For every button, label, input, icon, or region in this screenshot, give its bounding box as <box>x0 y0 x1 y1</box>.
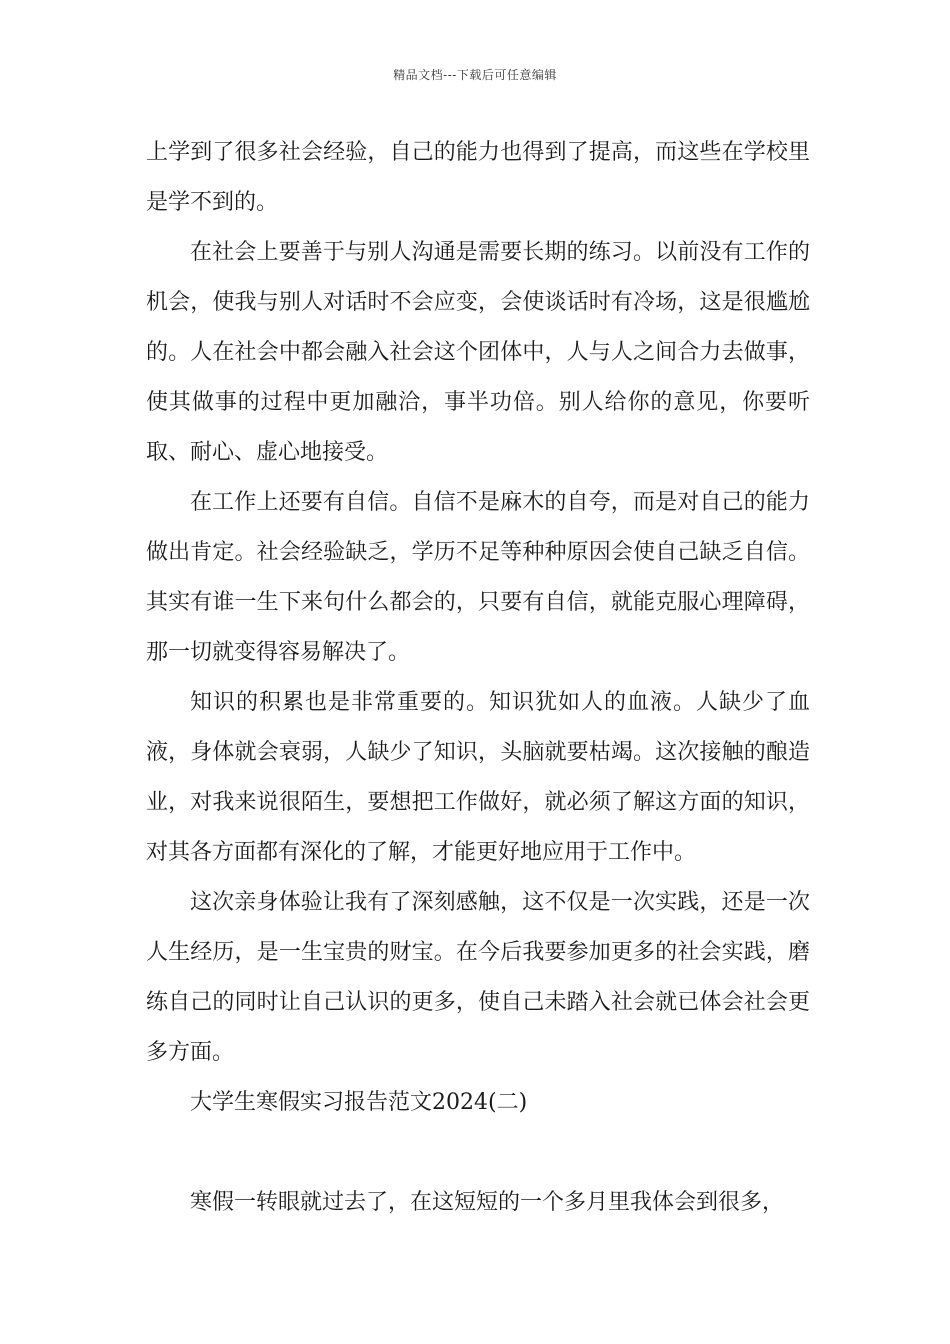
paragraph-knowledge: 知识的积累也是非常重要的。知识犹如人的血液。人缺少了血液，身体就会衰弱，人缺少了知识，头脑就要枯竭。这次接触的酿造业，对我来说很陌生，要想把工作做好，就必须了解这方面的知识，对其各方面都有深化的了解，才能更好地应用于工作中。 <box>146 690 810 865</box>
section-heading: 大学生寒假实习报告范文2024(二) <box>190 1090 528 1115</box>
paragraph-experience: 这次亲身体验让我有了深刻感触，这不仅是一次实践，还是一次人生经历，是一生宝贵的财宝。在今后我要参加更多的社会实践，磨练自己的同时让自己认识的更多，使自己未踏入社会就已体会社会更多方面。 <box>146 890 810 1065</box>
paragraph-final: 寒假一转眼就过去了，在这短短的一个多月里我体会到很多， <box>190 1190 785 1215</box>
paragraph-communication: 在社会上要善于与别人沟通是需要长期的练习。以前没有工作的机会，使我与别人对话时不会应变，会使谈话时有冷场，这是很尴尬的。人在社会中都会融入社会这个团体中，人与人之间合力去做事，使其做事的过程中更加融洽，事半功倍。别人给你的意见，你要听取、耐心、虚心地接受。 <box>146 240 810 465</box>
page-header: 精品文档---下载后可任意编辑 <box>393 68 557 82</box>
paragraph-confidence: 在工作上还要有自信。自信不是麻木的自夸，而是对自己的能力做出肯定。社会经验缺乏，学历不足等种种原因会使自己缺乏自信。其实有谁一生下来句什么都会的，只要有自信，就能克服心理障碍，那一切就变得容易解决了。 <box>146 490 810 665</box>
document-body <box>146 128 810 1228</box>
paragraph-continuation: 上学到了很多社会经验，自己的能力也得到了提高，而这些在学校里是学不到的。 <box>146 140 810 215</box>
